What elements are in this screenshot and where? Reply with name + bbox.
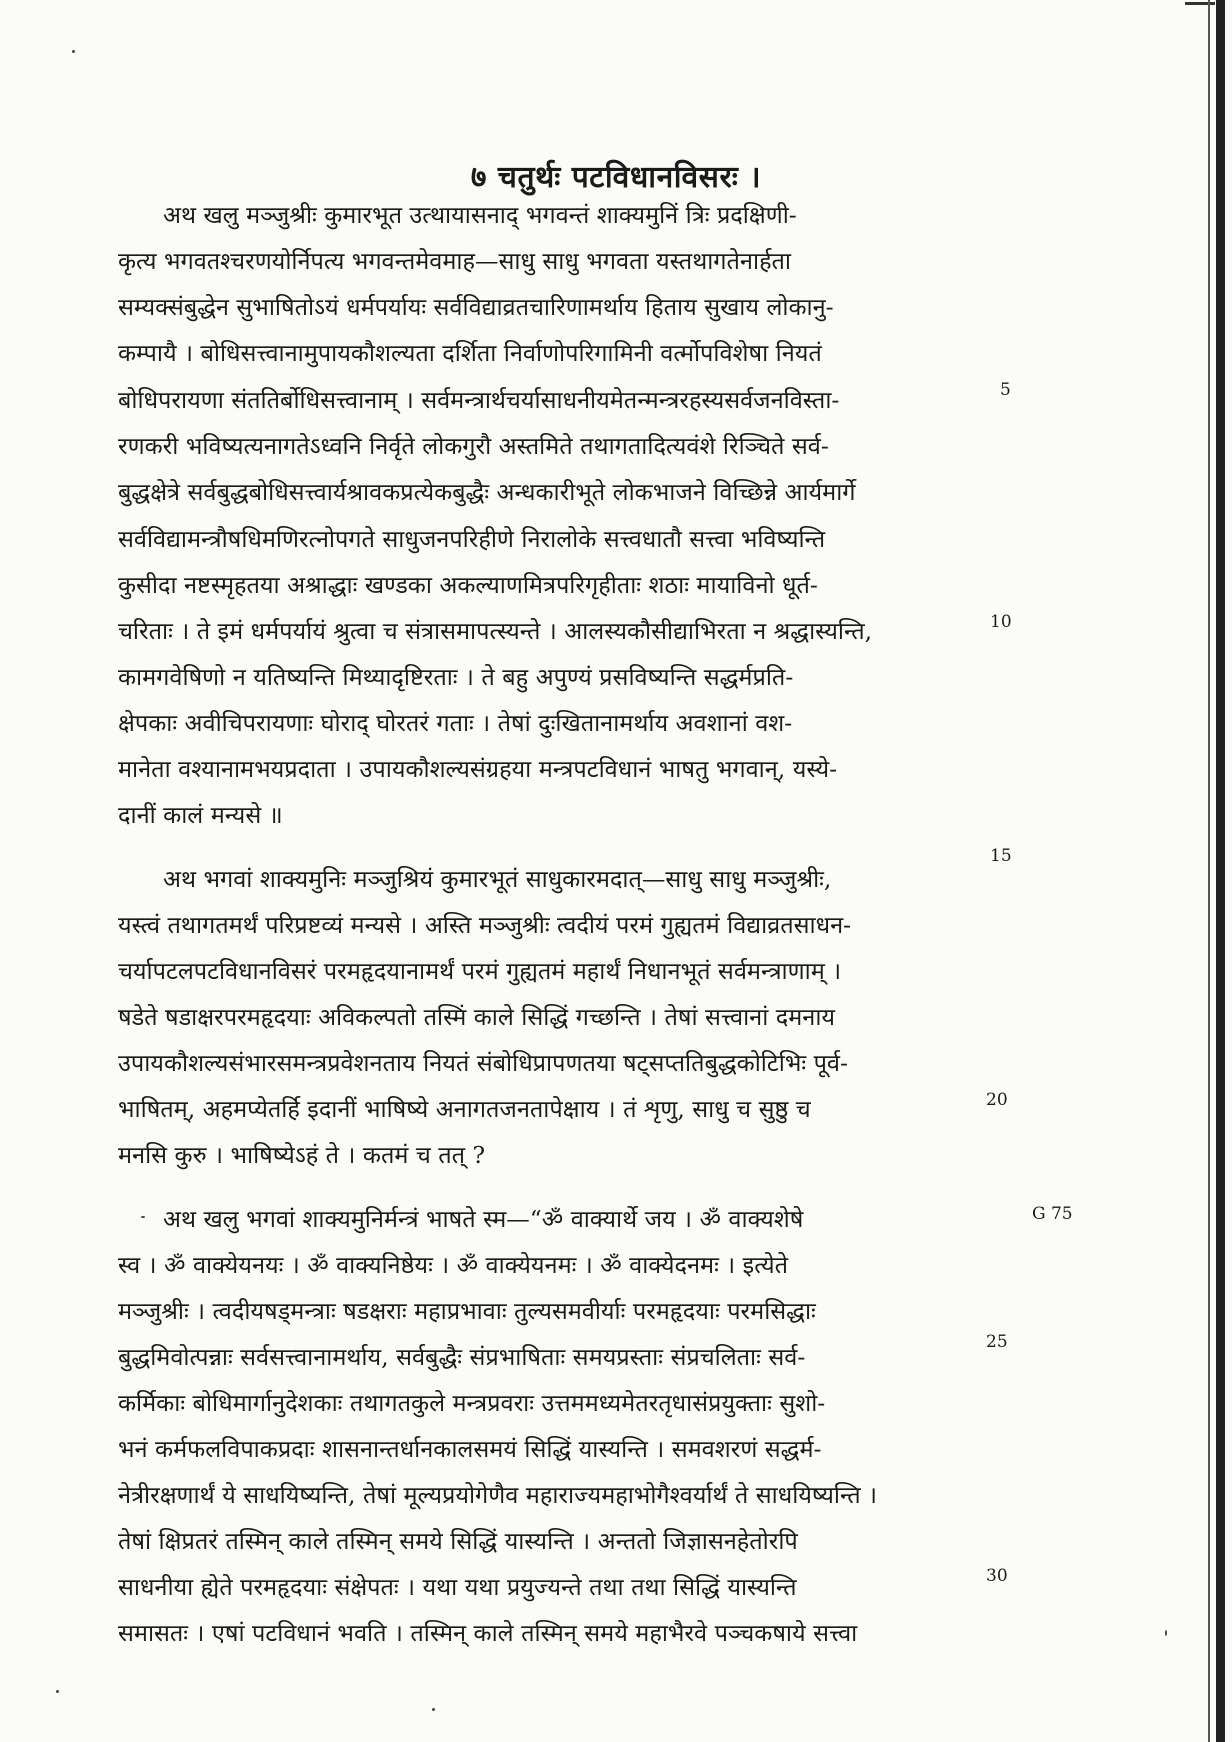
text-line: साधनीया ह्येते परमहृदयाः संक्षेपतः । यथा यथा प्रयुज्यन्ते तथा तथा सिद्धिं यास्यन्ति bbox=[118, 1573, 797, 1601]
text-line: रणकरी भविष्यत्यनागतेऽध्वनि निर्वृते लोकगुरौ अस्तमिते तथागतादित्यवंशे रिञ्चिते सर्व- bbox=[118, 432, 829, 460]
text-line: अथ खलु भगवां शाक्यमुनिर्मन्त्रं भाषते स्म—“ॐ वाक्यार्थे जय । ॐ वाक्यशेषे bbox=[163, 1205, 804, 1233]
line-number: 5 bbox=[1000, 380, 1011, 400]
text-line: बुद्धमिवोत्पन्नाः सर्वसत्त्वानामर्थाय, सर्वबुद्धैः संप्रभाषिताः समयप्रस्ताः संप्रचलिताः सर्व- bbox=[118, 1343, 806, 1371]
text-line: सर्वविद्यामन्त्रौषधिमणिरत्नोपगते साधुजनपरिहीणे निरालोके सत्त्वधातौ सत्त्वा भविष्यन्ति bbox=[118, 525, 826, 553]
scan-speck bbox=[141, 1216, 145, 1218]
text-line: नेत्रीरक्षणार्थं ये साधयिष्यन्ति, तेषां मूल्यप्रयोगेणैव महाराज्यमहाभोगैश्वर्यार्थं ते साधयिष्यन्ति । bbox=[118, 1481, 877, 1509]
text-line: दानीं कालं मन्यसे ॥ bbox=[118, 801, 283, 829]
text-line: समासतः । एषां पटविधानं भवति । तस्मिन् काले तस्मिन् समये महाभैरवे पञ्चकषाये सत्त्वा bbox=[118, 1619, 858, 1647]
text-line: मञ्जुश्रीः । त्वदीयषड्मन्त्राः षडक्षराः महाप्रभावाः तुल्यसमवीर्याः परमहृदयाः परमसिद्धाः bbox=[118, 1297, 816, 1325]
text-line: कम्पायै । बोधिसत्त्वानामुपायकौशल्यता दर्शिता निर्वाणोपरिगामिनी वर्त्मोपविशेषा नियतं bbox=[118, 339, 822, 367]
line-number: 30 bbox=[986, 1566, 1008, 1586]
text-line: चर्यापटलपटविधानविसरं परमहृदयानामर्थं परमं गुह्यतमं महार्थं निधानभूतं सर्वमन्त्राणाम् । bbox=[118, 957, 842, 985]
scan-speck bbox=[72, 50, 75, 53]
line-number: 25 bbox=[986, 1332, 1008, 1352]
text-line: यस्त्वं तथागतमर्थं परिप्रष्टव्यं मन्यसे । अस्ति मञ्जुश्रीः त्वदीयं परमं गुह्यतमं विद्याव्रतसाधन- bbox=[118, 911, 852, 939]
scan-speck bbox=[432, 1708, 435, 1711]
line-number: 10 bbox=[990, 612, 1012, 632]
line-number: 20 bbox=[986, 1090, 1008, 1110]
text-line: चरिताः । ते इमं धर्मपर्यायं श्रुत्वा च संत्रासमापत्स्यन्ते । आलस्यकौसीद्याभिरता न श्रद्धास्यन्ति, bbox=[118, 617, 873, 645]
chapter-heading: ७ चतुर्थः पटविधानविसरः । bbox=[470, 160, 762, 195]
text-line: भाषितम्, अहमप्येतर्हि इदानीं भाषिष्ये अनागतजनतापेक्षाय । तं शृणु, साधु च सुष्ठु च bbox=[118, 1095, 811, 1123]
text-line: तेषां क्षिप्रतरं तस्मिन् काले तस्मिन् समये सिद्धिं यास्यन्ति । अन्ततो जिज्ञासनहेतोरपि bbox=[118, 1527, 798, 1555]
text-line: कुसीदा नष्टस्मृहतया अश्राद्धाः खण्डका अकल्याणमित्रपरिगृहीताः शठाः मायाविनो धूर्त- bbox=[118, 571, 818, 599]
text-line: कामगवेषिणो न यतिष्यन्ति मिथ्यादृष्टिरताः । ते बहु अपुण्यं प्रसविष्यन्ति सद्धर्मप्रति- bbox=[118, 663, 794, 691]
text-line: क्षेपकाः अवीचिपरायणाः घोराद् घोरतरं गताः । तेषां दुःखितानामर्थाय अवशानां वश- bbox=[118, 709, 793, 737]
text-line: सम्यक्संबुद्धेन सुभाषितोऽयं धर्मपर्यायः सर्वविद्याव्रतचारिणामर्थाय हिताय सुखाय लोकानु- bbox=[118, 293, 834, 321]
text-line: अथ खलु मञ्जुश्रीः कुमारभूत उत्थायासनाद् भगवन्तं शाक्यमुनिं त्रिः प्रदक्षिणी- bbox=[163, 201, 797, 229]
scan-speck bbox=[56, 1690, 59, 1693]
text-line: अथ भगवां शाक्यमुनिः मञ्जुश्रियं कुमारभूतं साधुकारमदात्—साधु साधु मञ्जुश्रीः, bbox=[163, 865, 832, 893]
scan-mark bbox=[1185, 2, 1215, 5]
text-line: कृत्य भगवतश्चरणयोर्निपत्य भगवन्तमेवमाह—साधु साधु भगवता यस्तथागतेनार्हता bbox=[118, 247, 792, 275]
text-line: मनसि कुरु । भाषिष्येऽहं ते । कतमं च तत् ? bbox=[118, 1141, 486, 1169]
page-edge-shadow bbox=[1216, 0, 1225, 1742]
text-line: बोधिपरायणा संततिर्बोधिसत्त्वानाम् । सर्वमन्त्रार्थचर्यासाधनीयमेतन्मन्त्ररहस्यसर्वजनविस्ता- bbox=[118, 386, 840, 414]
text-line: कर्मिकाः बोधिमार्गानुदेशकाः तथागतकुले मन्त्रप्रवराः उत्तममध्यमेतरतृधासंप्रयुक्ताः सुशो- bbox=[118, 1389, 826, 1417]
text-line: बुद्धक्षेत्रे सर्वबुद्धबोधिसत्त्वार्यश्रावकप्रत्येकबुद्धैः अन्धकारीभूते लोकभाजने विच्छिन्ने आर्यमार्गे bbox=[118, 478, 856, 506]
page-edge-rule bbox=[1208, 0, 1210, 1742]
text-line: मानेता वश्यानामभयप्रदाता । उपायकौशल्यसंग्रहया मन्त्रपटविधानं भाषतु भगवान्, यस्ये- bbox=[118, 755, 838, 783]
line-number: 15 bbox=[990, 846, 1012, 866]
text-line: षडेते षडाक्षरपरमहृदयाः अविकल्पतो तस्मिं काले सिद्धिं गच्छन्ति । तेषां सत्त्वानां दमनाय bbox=[118, 1003, 836, 1031]
text-line: उपायकौशल्यसंभारसमन्त्रप्रवेशनताय नियतं संबोधिप्रापणतया षट्सप्ततिबुद्धकोटिभिः पूर्व- bbox=[118, 1049, 848, 1077]
scan-speck bbox=[1165, 1630, 1167, 1636]
margin-reference: G 75 bbox=[1032, 1204, 1073, 1224]
text-line: स्व । ॐ वाक्येयनयः । ॐ वाक्यनिष्ठेयः । ॐ वाक्येयनमः । ॐ वाक्येदनमः । इत्येते bbox=[118, 1251, 789, 1279]
text-line: भनं कर्मफलविपाकप्रदाः शासनान्तर्धानकालसमयं सिद्धिं यास्यन्ति । समवशरणं सद्धर्म- bbox=[118, 1435, 822, 1463]
